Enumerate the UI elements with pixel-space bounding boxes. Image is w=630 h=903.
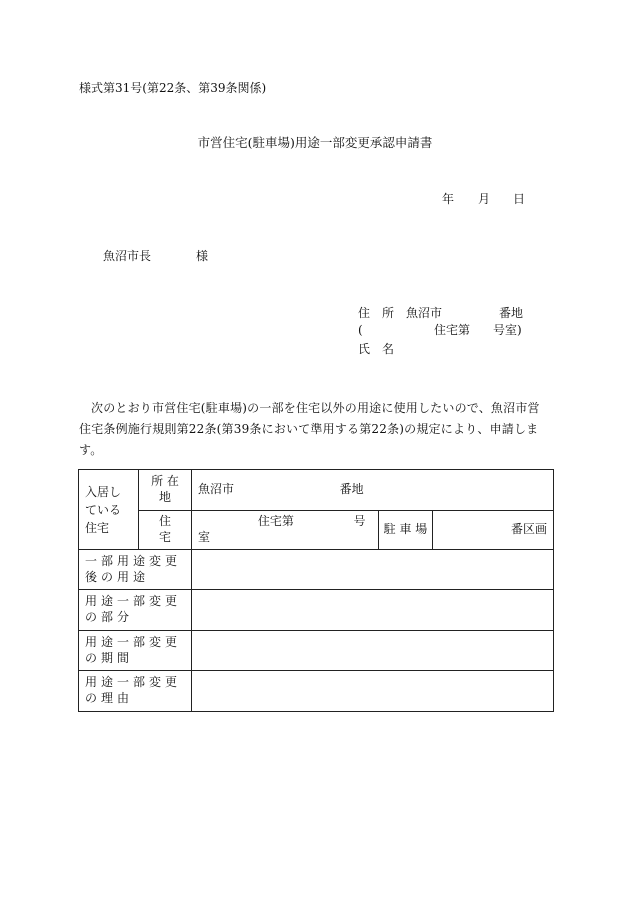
housing-no: 住宅第 [257,514,294,529]
applicant-address-city: 魚沼市 [406,306,443,320]
residence-header: 入居している住宅 [79,470,139,550]
location-label: 所 在 地 [139,470,192,511]
parking-label: 駐 車 場 [379,511,433,550]
date-year: 年 [442,192,455,206]
applicant-housing-no: 住宅第 [434,323,471,337]
addressee-honorific: 様 [196,249,209,263]
parking-value: 番区画 [510,522,547,537]
location-banchi: 番地 [339,482,364,497]
parking-value-cell[interactable] [433,511,554,550]
applicant-paren-open: ( [358,323,363,337]
applicant-address-label: 住 所 [358,306,395,320]
housing-value-cell[interactable] [192,511,379,550]
applicant-name-label: 氏 名 [358,342,395,356]
location-value-cell[interactable] [192,470,554,511]
form-number: 様式第31号(第22条、第39条関係) [79,81,267,95]
location-city: 魚沼市 [198,482,235,497]
document-title: 市営住宅(駐車場)用途一部変更承認申請書 [197,135,433,150]
housing-label: 住 宅 [139,511,192,550]
row-value-change-part[interactable] [192,590,554,631]
row-label-change-part: 用途一部変更の部分 [79,590,192,631]
row-label-change-period: 用途一部変更の期間 [79,631,192,671]
application-body-text: 次のとおり市営住宅(駐車場)の一部を住宅以外の用途に使用したいので、魚沼市営住宅条例施行規則第22条(第39条において準用する第22条)の規定により、申請します。 [79,401,540,457]
row-value-new-use[interactable] [192,550,554,590]
row-value-change-reason[interactable] [192,671,554,712]
applicant-address-banchi: 番地 [499,306,524,320]
row-value-change-period[interactable] [192,631,554,671]
addressee-name: 魚沼市長 [103,249,152,263]
row-label-change-reason: 用途一部変更の理由 [79,671,192,712]
date-month: 月 [478,192,491,206]
application-table [78,469,554,712]
applicant-room-no: 号室) [493,323,522,337]
row-label-new-use: 一部用途変更後の用途 [79,550,192,590]
date-day: 日 [513,192,526,206]
housing-room-no: 号室 [198,514,366,544]
